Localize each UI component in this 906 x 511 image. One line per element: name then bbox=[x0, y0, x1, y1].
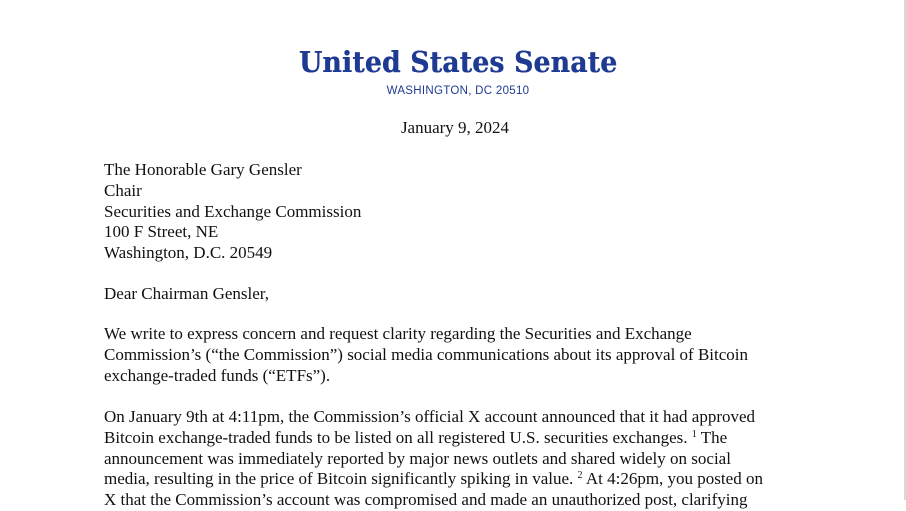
footnote-marker[interactable]: 1 bbox=[691, 428, 697, 440]
recipient-block bbox=[104, 160, 361, 264]
paragraph-line: Commission’s (“the Commission”) social media communications about its approval of Bitcoin bbox=[104, 344, 749, 364]
paragraph-line: On January 9th at 4:11pm, the Commission’s official X account announced that it had approved bbox=[104, 407, 756, 426]
paragraph-line: X that the Commission’s account was compromised and made an unauthorized post, clarifying bbox=[104, 490, 748, 510]
salutation: Dear Chairman Gensler, bbox=[104, 284, 270, 303]
line-text: The bbox=[700, 427, 728, 447]
body-paragraph-2 bbox=[104, 407, 763, 511]
paragraph-line bbox=[104, 469, 763, 490]
recipient-line: The Honorable Gary Gensler bbox=[104, 160, 302, 179]
line-text: Bitcoin exchange-traded funds to be listed on all registered U.S. securities exchanges. bbox=[104, 427, 688, 447]
senate-address: WASHINGTON, DC 20510 bbox=[386, 85, 530, 97]
paragraph-line bbox=[104, 428, 763, 449]
letterhead bbox=[0, 42, 906, 98]
paragraph-line: announcement was immediately reported by major news outlets and shared widely on social bbox=[104, 448, 731, 468]
line-text: At 4:26pm, you posted on bbox=[585, 469, 763, 489]
recipient-line: Securities and Exchange Commission bbox=[104, 201, 362, 221]
body-paragraph-1 bbox=[104, 324, 748, 386]
paragraph-line: exchange-traded funds (“ETFs”). bbox=[104, 365, 331, 385]
footnote-marker[interactable]: 2 bbox=[577, 470, 583, 482]
paragraph-line: We write to express concern and request clarity regarding the Securities and Exchange bbox=[104, 324, 692, 343]
line-text: media, resulting in the price of Bitcoin significantly spiking in value. bbox=[104, 469, 574, 489]
recipient-line: Washington, D.C. 20549 bbox=[104, 243, 273, 263]
senate-logo: United States Senate bbox=[298, 45, 618, 79]
letter-date: January 9, 2024 bbox=[400, 118, 510, 137]
recipient-line: 100 F Street, NE bbox=[104, 222, 219, 242]
recipient-line: Chair bbox=[104, 180, 142, 200]
